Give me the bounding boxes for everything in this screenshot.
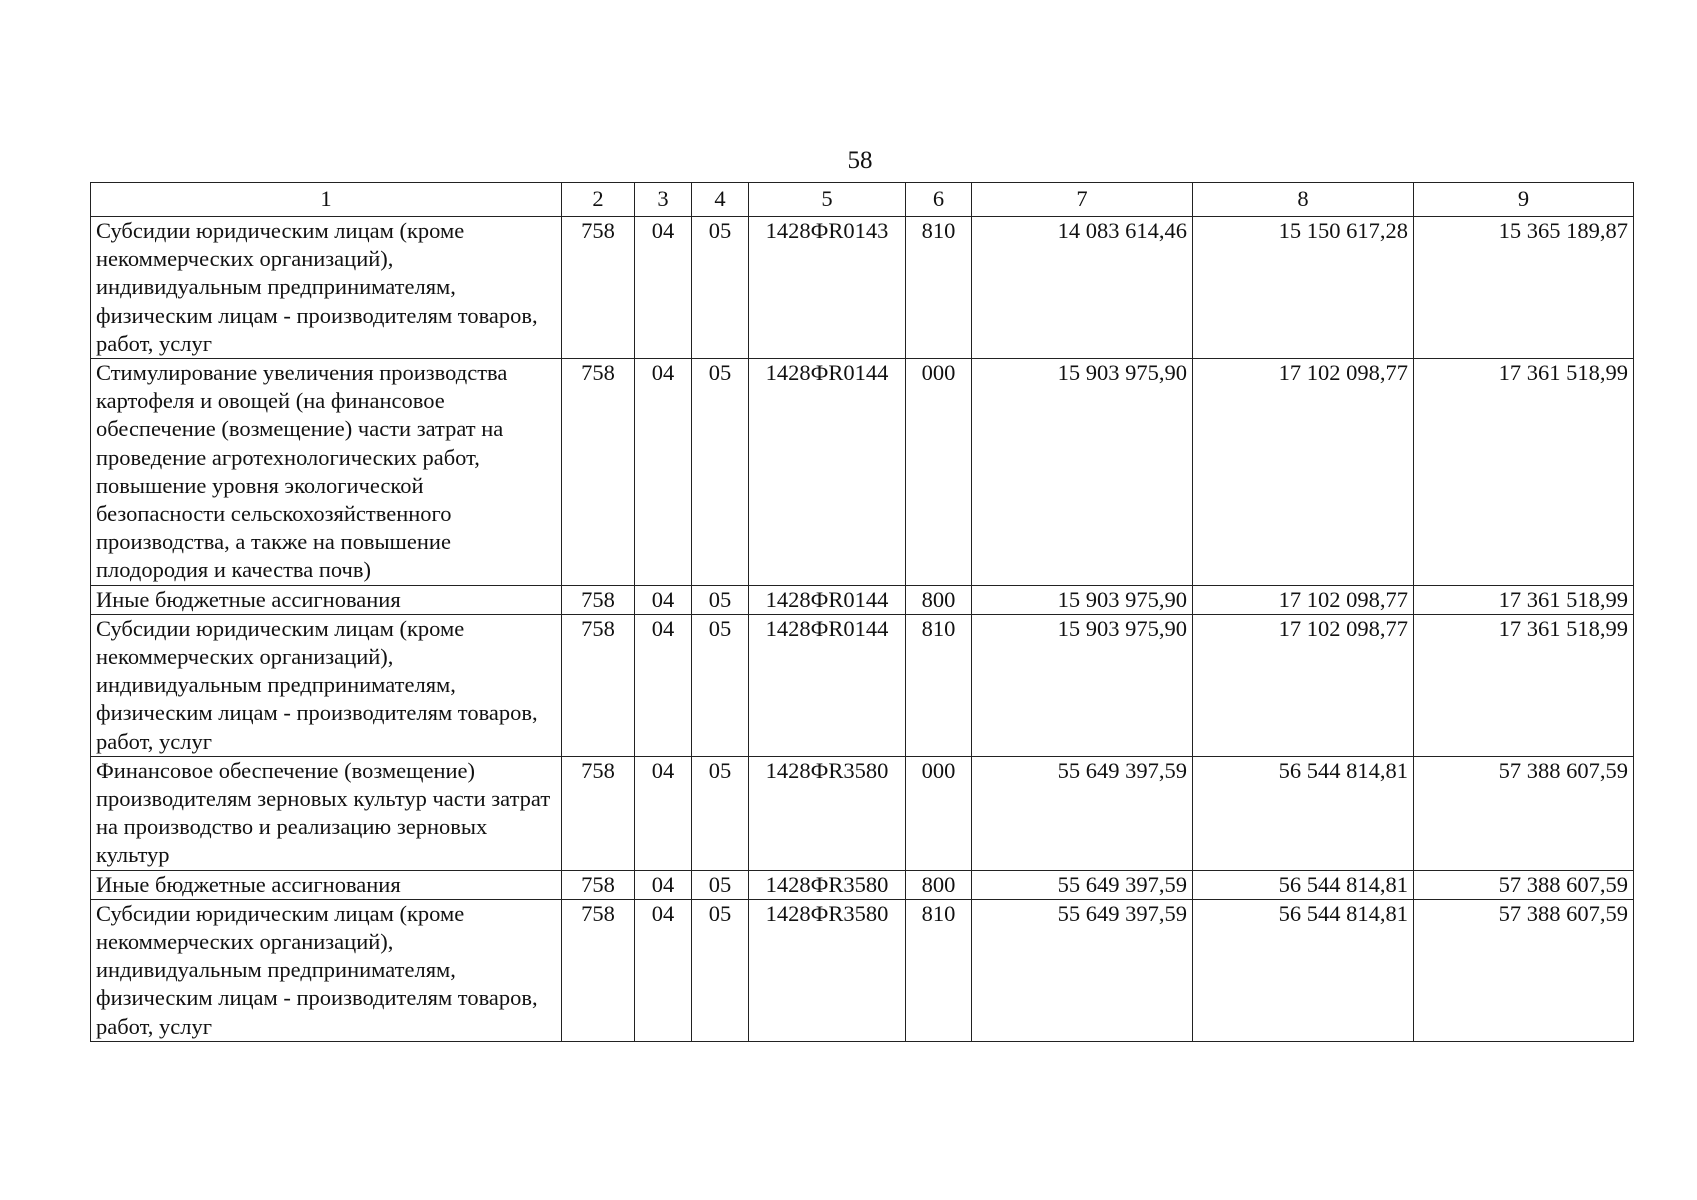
table-row [91,359,1634,586]
subsection-code: 05 [692,870,749,899]
target-article-code: 1428ФR0143 [749,217,906,359]
header-cell: 6 [906,183,972,217]
expense-type-code: 810 [906,614,972,756]
table-row [91,756,1634,870]
header-cell: 3 [635,183,692,217]
subsection-code: 05 [692,359,749,586]
budget-table [90,182,1634,1042]
target-article-code: 1428ФR0144 [749,585,906,614]
amount-col9: 17 361 518,99 [1414,359,1634,586]
subsection-code: 05 [692,217,749,359]
amount-col9: 57 388 607,59 [1414,899,1634,1041]
chapter-code: 758 [562,756,635,870]
section-code: 04 [635,870,692,899]
target-article-code: 1428ФR0144 [749,359,906,586]
header-row [91,183,1634,217]
amount-col9: 15 365 189,87 [1414,217,1634,359]
subsection-code: 05 [692,614,749,756]
section-code: 04 [635,899,692,1041]
chapter-code: 758 [562,899,635,1041]
amount-col7: 15 903 975,90 [972,585,1193,614]
expense-type-code: 000 [906,359,972,586]
amount-col7: 15 903 975,90 [972,614,1193,756]
amount-col7: 14 083 614,46 [972,217,1193,359]
section-code: 04 [635,217,692,359]
amount-col8: 15 150 617,28 [1193,217,1414,359]
header-cell: 8 [1193,183,1414,217]
section-code: 04 [635,614,692,756]
row-description: Стимулирование увеличения производства картофеля и овощей (на финансовое обеспечение (возмещение) части затрат на проведение агротехнологических работ, повышение уровня экологической безопасности сельскохозяйственного производства, а также на повышение плодородия и качества почв) [91,359,562,586]
chapter-code: 758 [562,870,635,899]
target-article-code: 1428ФR3580 [749,899,906,1041]
amount-col9: 57 388 607,59 [1414,756,1634,870]
amount-col9: 57 388 607,59 [1414,870,1634,899]
chapter-code: 758 [562,614,635,756]
target-article-code: 1428ФR3580 [749,756,906,870]
amount-col9: 17 361 518,99 [1414,585,1634,614]
table-row [91,899,1634,1041]
amount-col9: 17 361 518,99 [1414,614,1634,756]
expense-type-code: 810 [906,217,972,359]
header-cell: 7 [972,183,1193,217]
header-cell: 5 [749,183,906,217]
amount-col8: 17 102 098,77 [1193,585,1414,614]
amount-col8: 56 544 814,81 [1193,870,1414,899]
section-code: 04 [635,359,692,586]
table-row [91,614,1634,756]
row-description: Субсидии юридическим лицам (кроме некоммерческих организаций), индивидуальным предпринимателям, физическим лицам - производителям товаров, работ, услуг [91,614,562,756]
amount-col8: 56 544 814,81 [1193,756,1414,870]
amount-col8: 17 102 098,77 [1193,359,1414,586]
header-cell: 1 [91,183,562,217]
table-row [91,585,1634,614]
page-number: 58 [847,147,873,174]
table-row [91,217,1634,359]
amount-col7: 55 649 397,59 [972,756,1193,870]
section-code: 04 [635,756,692,870]
row-description: Иные бюджетные ассигнования [91,870,562,899]
header-cell: 2 [562,183,635,217]
expense-type-code: 000 [906,756,972,870]
chapter-code: 758 [562,359,635,586]
amount-col8: 56 544 814,81 [1193,899,1414,1041]
target-article-code: 1428ФR0144 [749,614,906,756]
header-cell: 4 [692,183,749,217]
amount-col8: 17 102 098,77 [1193,614,1414,756]
row-description: Финансовое обеспечение (возмещение) производителям зерновых культур части затрат на производство и реализацию зерновых культур [91,756,562,870]
expense-type-code: 810 [906,899,972,1041]
row-description: Субсидии юридическим лицам (кроме некоммерческих организаций), индивидуальным предпринимателям, физическим лицам - производителям товаров, работ, услуг [91,899,562,1041]
row-description: Субсидии юридическим лицам (кроме некоммерческих организаций), индивидуальным предпринимателям, физическим лицам - производителям товаров, работ, услуг [91,217,562,359]
section-code: 04 [635,585,692,614]
subsection-code: 05 [692,585,749,614]
expense-type-code: 800 [906,585,972,614]
subsection-code: 05 [692,899,749,1041]
subsection-code: 05 [692,756,749,870]
amount-col7: 55 649 397,59 [972,870,1193,899]
expense-type-code: 800 [906,870,972,899]
amount-col7: 15 903 975,90 [972,359,1193,586]
chapter-code: 758 [562,217,635,359]
amount-col7: 55 649 397,59 [972,899,1193,1041]
target-article-code: 1428ФR3580 [749,870,906,899]
header-cell: 9 [1414,183,1634,217]
row-description: Иные бюджетные ассигнования [91,585,562,614]
chapter-code: 758 [562,585,635,614]
table-row [91,870,1634,899]
